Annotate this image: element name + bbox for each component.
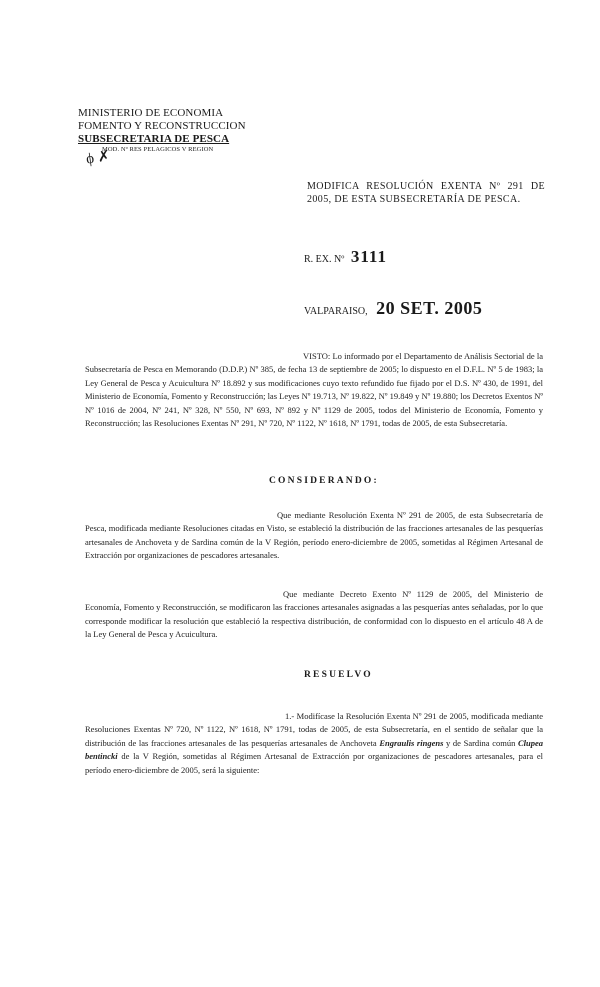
considerando-heading: CONSIDERANDO: <box>269 476 379 486</box>
header-subsecretaria: SUBSECRETARIA DE PESCA <box>78 133 230 145</box>
resuelvo-paragraph-1: 1.- Modifícase la Resolución Exenta Nº 291 de 2005, modificada mediante Resoluciones Exentas Nº 720, Nº 1122, Nº 1618, Nº 1791, todas de 2005, de esta Subsecretaría, en el sentido de señalar que la distribución de las fracciones artesanales de las pesquerías artesanales de Anchoveta Engraulis ringens y de Sardina común Clupea bentincki de la V Región, sometidas al Régimen Artesanal de Extracción por organizaciones de pescadores artesanales, para el período enero-diciembre de 2005, será la siguiente: <box>85 711 543 775</box>
resolution-number <box>304 247 387 267</box>
place-date <box>304 298 482 319</box>
species-sardina: Clupea bentincki <box>85 737 543 762</box>
handwritten-signature: ϕ ✗ <box>85 148 112 168</box>
header-ministry: MINISTERIO DE ECONOMIA <box>78 107 224 119</box>
date-stamp: 20 SET. 2005 <box>376 298 483 318</box>
considerando-paragraph-2: Que mediante Decreto Exento Nº 1129 de 2005, del Ministerio de Economía, Fomento y Reconstrucción, se modificaron las fracciones artesanales asignadas a las pesquerías antes señaladas, por lo que corresponde modificar la resolución que estableció la respectiva distribución, de conformidad con lo dispuesto en el artículo 48 A de la Ley General de Pesca y Acuicultura. <box>85 589 543 640</box>
visto-paragraph: VISTO: Lo informado por el Departamento de Análisis Sectorial de la Subsecretaría de Pesca en Memorando (D.D.P.) Nº 385, de fecha 13 de septiembre de 2005; lo dispuesto en el D.F.L. Nº 5 de 1983; la Ley General de Pesca y Acuicultura Nº 18.892 y sus modificaciones cuyo texto refundido fue fijado por el D.S. Nº 430, de 1991, del Ministerio de Economía, Fomento y Reconstrucción; las Leyes Nº 19.713, Nº 19.822, Nº 19.849 y Nº 19.880; los Decretos Exentos Nº Nº 1016 de 2004, Nº 241, Nº 328, Nº 550, Nº 693, Nº 892 y Nº 1129 de 2005, todos del Ministerio de Economía, Fomento y Reconstrucción; las Resoluciones Exentas Nº 291, Nº 720, Nº 1122, Nº 1618, Nº 1791, todas de 2005, de esta Subsecretaría. <box>85 351 543 429</box>
species-anchoveta: Engraulis ringens <box>379 737 444 748</box>
place-label: VALPARAISO, <box>304 306 368 317</box>
header-reference: MOD. Nº RES PELAGICOS V REGION <box>102 146 214 153</box>
document-subject: MODIFICA RESOLUCIÓN EXENTA Nº 291 DE 2005, DE ESTA SUBSECRETARÍA DE PESCA. <box>307 181 545 205</box>
considerando-paragraph-1: Que mediante Resolución Exenta Nº 291 de 2005, de esta Subsecretaría de Pesca, modificada mediante Resoluciones citadas en Visto, se estableció la distribución de las fracciones artesanales de las pesquerías artesanales de Anchoveta y de Sardina común de la V Región, período enero-diciembre de 2005, sometidas al Régimen Artesanal de Extracción por organizaciones de pescadores artesanales. <box>85 510 543 561</box>
resuelvo-heading: RESUELVO <box>304 670 373 680</box>
resolution-label: R. EX. Nº <box>304 254 345 265</box>
resolution-number-value: 3111 <box>350 247 387 266</box>
header-department: FOMENTO Y RECONSTRUCCION <box>78 120 246 132</box>
